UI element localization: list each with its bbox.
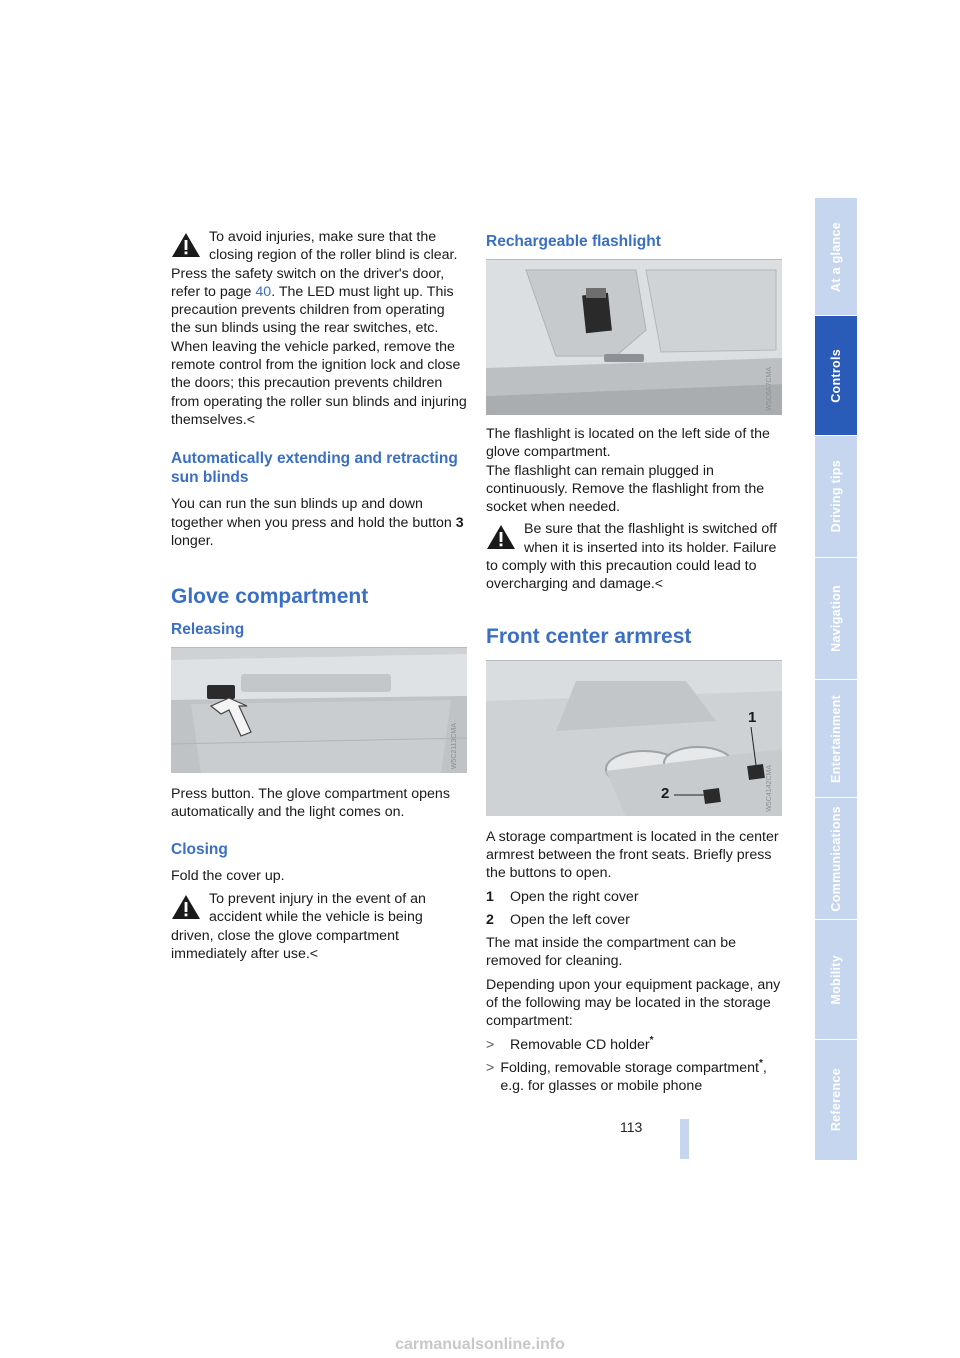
flashlight-heading: Rechargeable flashlight — [486, 233, 661, 250]
page-link-40[interactable]: 40 — [255, 283, 272, 300]
end-mark: < — [309, 945, 319, 962]
callout-1: 1 — [748, 708, 757, 726]
page-number: 113 — [620, 1119, 643, 1135]
warning-triangle-icon — [171, 894, 201, 920]
thumb-index — [815, 198, 857, 1160]
list-number: 1 — [486, 888, 494, 905]
thumb-tab-controls[interactable] — [815, 316, 857, 436]
auto-text-a: You can run the sun blinds up and down together when you press and hold the button — [171, 496, 456, 531]
thumb-tab-communications[interactable] — [815, 798, 857, 920]
bullet-text: Folding, removable storage compartment — [500, 1059, 759, 1076]
left-column — [171, 228, 467, 968]
thumb-tab-label: Entertainment — [829, 694, 843, 783]
right-column — [486, 228, 782, 1101]
armrest-text: A storage compartment is located in the center armrest between the front seats. Briefly press the buttons to open. — [486, 828, 779, 882]
end-mark: < — [246, 411, 255, 428]
thumb-tab-at-a-glance[interactable] — [815, 198, 857, 316]
closing-text: Fold the cover up. — [171, 867, 285, 884]
auto-sunblind-heading: Automatically extending and retracting sun blinds — [171, 450, 458, 487]
list-item — [486, 911, 782, 929]
flashlight-illustration — [486, 260, 782, 415]
warning1-text: To avoid injuries, make sure that the closing region of the roller blind is clear. Press the safety switch on the driver's door, refer to page — [171, 229, 458, 300]
mat-text: The mat inside the compartment can be removed for cleaning. — [486, 935, 736, 970]
thumb-tab-label: At a glance — [829, 221, 843, 292]
closing-heading: Closing — [171, 840, 228, 858]
thumb-tab-navigation[interactable] — [815, 558, 857, 680]
armrest-figure — [486, 660, 782, 816]
list-text: Open the left cover — [510, 911, 630, 928]
warning2-text: To prevent injury in the event of an accident while the vehicle is being driven, close the glove compartment immediately after use. — [171, 891, 426, 962]
warning-triangle-icon — [171, 232, 201, 258]
warning-triangle-icon — [486, 524, 516, 550]
auto-text-b: longer. — [171, 532, 214, 549]
warning3-text: Be sure that the flashlight is switched off when it is inserted into its holder. Failure to comply with this precaution could lead to overcharging and damage. — [486, 521, 777, 593]
list-number: 2 — [486, 911, 494, 928]
end-mark: < — [654, 576, 664, 593]
arrow-bullet-icon: > — [486, 1036, 495, 1053]
releasing-heading: Releasing — [171, 621, 245, 639]
warning-roller-blind — [171, 228, 467, 429]
warning1-rest: . The LED must light up. This precaution prevents children from operating the sun blinds using the rear switches, etc. When leaving the vehicle parked, remove the remote control from the ignition lock and close the doors; this precaution prevents children from operating the roller sun blinds and injuring themselves. — [171, 283, 467, 428]
thumb-tab-label: Navigation — [829, 585, 843, 652]
optional-equipment-star: * — [758, 1057, 763, 1069]
flashlight-figure — [486, 259, 782, 415]
releasing-text: Press button. The glove compartment opens automatically and the light comes on. — [171, 786, 450, 821]
warning-glove-close — [171, 890, 467, 963]
arrow-bullet-icon: > — [486, 1059, 495, 1076]
armrest-illustration — [486, 661, 782, 816]
optional-equipment-star: * — [649, 1034, 654, 1046]
thumb-tab-label: Reference — [829, 1068, 843, 1132]
list-text: Open the right cover — [510, 888, 639, 905]
page-number-tab — [680, 1119, 689, 1159]
figure-code: W5C6A7CMA — [765, 367, 773, 411]
thumb-tab-entertainment[interactable] — [815, 680, 857, 798]
thumb-tab-label: Driving tips — [829, 460, 843, 533]
bullet-text-after: , e.g. for glasses or mobile phone — [500, 1059, 767, 1095]
thumb-tab-label: Mobility — [829, 954, 843, 1005]
list-item — [486, 1059, 782, 1096]
flashlight-text-2: The flashlight can remain plugged in continuously. Remove the flashlight from the socket when needed. — [486, 462, 765, 516]
glove-release-figure — [171, 647, 467, 773]
bullet-text: Removable CD holder — [510, 1036, 650, 1053]
thumb-tab-label: Controls — [829, 348, 843, 403]
warning-flashlight — [486, 520, 782, 593]
list-item — [486, 888, 782, 906]
list-item — [486, 1036, 782, 1054]
thumb-tab-driving-tips[interactable] — [815, 436, 857, 558]
button-ref-3: 3 — [455, 514, 464, 531]
thumb-tab-label: Communications — [829, 805, 843, 912]
glove-release-illustration — [171, 648, 467, 773]
figure-code: W5C4142CMA — [765, 764, 773, 812]
equipment-text: Depending upon your equipment package, any of the following may be located in the storage compartment: — [486, 976, 781, 1030]
glove-compartment-heading: Glove compartment — [171, 585, 369, 609]
figure-code: W5C2113CMA — [450, 722, 458, 770]
thumb-tab-mobility[interactable] — [815, 920, 857, 1040]
thumb-tab-reference[interactable] — [815, 1040, 857, 1160]
watermark: carmanualsonline.info — [395, 1336, 565, 1353]
callout-2: 2 — [661, 784, 670, 802]
flashlight-text-1: The flashlight is located on the left side of the glove compartment. — [486, 426, 770, 461]
armrest-heading: Front center armrest — [486, 624, 692, 648]
